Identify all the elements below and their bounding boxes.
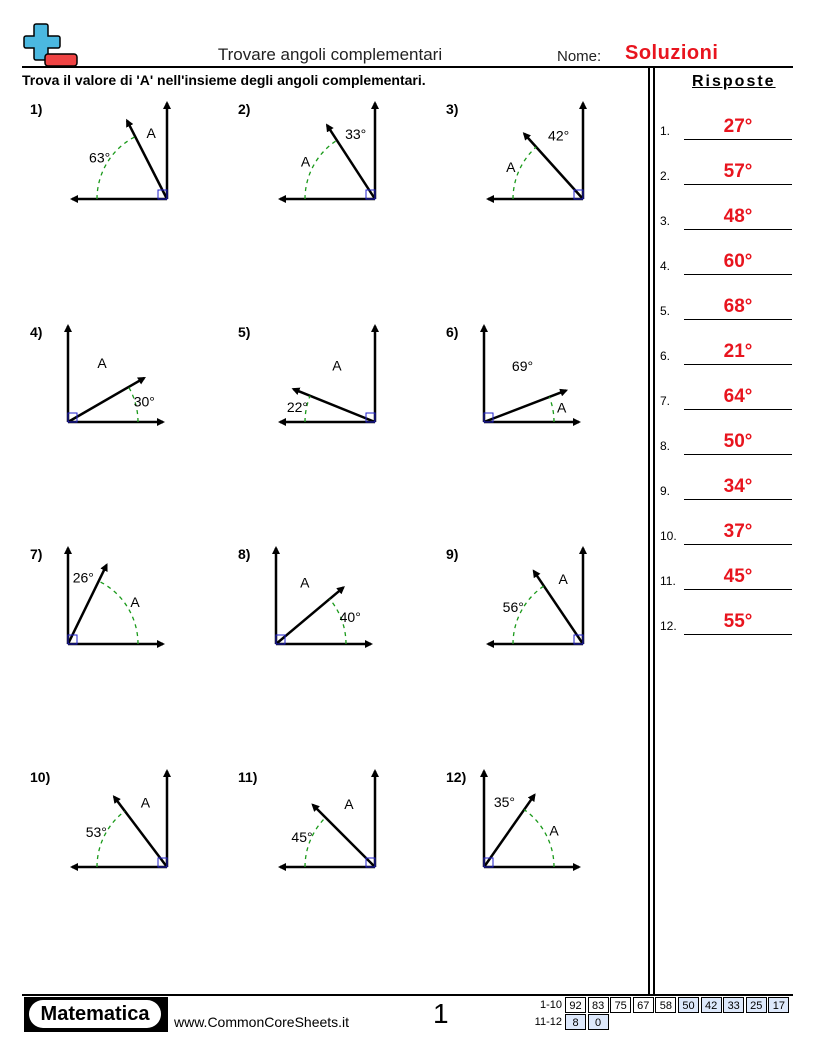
- arc-label: A: [506, 158, 516, 175]
- problem-9: [436, 540, 636, 660]
- answer-line: [684, 364, 792, 365]
- name-value: Soluzioni: [625, 42, 719, 64]
- column-divider: [648, 68, 650, 996]
- top-label: A: [300, 574, 310, 591]
- arc-label: A: [557, 399, 567, 416]
- top-label: 42°: [548, 127, 570, 144]
- score-cell: 8: [565, 1014, 586, 1030]
- problem-10: [20, 763, 220, 883]
- problem-number: 5): [238, 324, 251, 340]
- top-label: 35°: [493, 794, 516, 811]
- angle-diagram: [20, 540, 220, 660]
- arc-label: A: [300, 153, 311, 170]
- angle-arc: [305, 140, 337, 199]
- answer-line: [684, 544, 792, 545]
- answer-number: 7.: [660, 394, 671, 408]
- angle-arc: [513, 147, 536, 199]
- page-number: 1: [433, 998, 449, 1029]
- problem-number: 2): [238, 101, 251, 117]
- problem-number: 6): [446, 324, 459, 340]
- top-label: A: [146, 124, 156, 141]
- problem-8: [228, 540, 428, 660]
- angle-arc: [97, 137, 135, 199]
- answer-value: 48°: [723, 206, 753, 227]
- angle-diagram: [228, 95, 428, 215]
- top-label: A: [558, 570, 568, 587]
- answer-number: 8.: [660, 439, 671, 453]
- score-cell: 17: [768, 997, 789, 1013]
- arc-label: 40°: [339, 608, 361, 625]
- answer-line: [684, 409, 792, 410]
- answer-row: [660, 110, 792, 140]
- problem-number: 9): [446, 546, 459, 562]
- answer-number: 10.: [660, 529, 677, 543]
- answer-row: [660, 245, 792, 275]
- answer-number: 4.: [660, 259, 671, 273]
- answer-line: [684, 499, 792, 500]
- problem-5: [228, 318, 428, 438]
- top-label: A: [332, 357, 342, 374]
- problem-6: [436, 318, 636, 438]
- problem-7: [20, 540, 220, 660]
- answer-value: 68°: [723, 296, 753, 317]
- answer-line: [684, 184, 792, 185]
- ray-arrow: [276, 587, 343, 644]
- answer-number: 11.: [660, 574, 676, 588]
- name-label: Nome:: [557, 48, 602, 65]
- answer-line: [684, 319, 792, 320]
- answer-number: 6.: [660, 349, 671, 363]
- answer-row: [660, 605, 792, 635]
- problem-12: [436, 763, 636, 883]
- problem-11: [228, 763, 428, 883]
- angle-diagram: [436, 318, 636, 438]
- instructions: Trova il valore di 'A' nell'insieme degli angoli complementari.: [22, 72, 426, 88]
- arc-label: 56°: [502, 598, 524, 615]
- answer-value: 45°: [723, 566, 753, 587]
- problem-number: 7): [30, 546, 43, 562]
- angle-diagram: [228, 763, 428, 883]
- score-cell: 92: [565, 997, 586, 1013]
- answer-row: [660, 560, 792, 590]
- problem-4: [20, 318, 220, 438]
- answer-line: [684, 139, 792, 140]
- score-cell: 42: [701, 997, 722, 1013]
- answer-row: [660, 470, 792, 500]
- score-cell: 83: [588, 997, 609, 1013]
- answer-line: [684, 634, 792, 635]
- problem-number: 8): [238, 546, 251, 562]
- score-row-label: 1-10: [539, 999, 562, 1011]
- answer-row: [660, 290, 792, 320]
- problem-1: [20, 95, 220, 215]
- answer-number: 5.: [660, 304, 671, 318]
- answer-row: [660, 155, 792, 185]
- answers-title: Risposte: [692, 73, 776, 90]
- arc-label: 63°: [89, 149, 111, 166]
- problem-number: 11): [238, 769, 258, 785]
- answer-number: 1.: [660, 124, 671, 138]
- problem-number: 10): [30, 769, 51, 785]
- score-cell: 75: [610, 997, 631, 1013]
- angle-diagram: [436, 95, 636, 215]
- arc-label: A: [130, 594, 140, 611]
- answer-value: 27°: [723, 116, 753, 137]
- angle-diagram: [20, 95, 220, 215]
- angle-arc: [513, 586, 544, 644]
- arc-label: A: [549, 822, 559, 839]
- site-url: www.CommonCoreSheets.it: [174, 1014, 350, 1030]
- arc-label: 53°: [85, 823, 107, 840]
- arc-label: 30°: [133, 393, 155, 410]
- score-row-label: 11-12: [534, 1016, 562, 1028]
- score-cell: 25: [746, 997, 767, 1013]
- footer-divider: [22, 994, 793, 996]
- angle-diagram: [436, 540, 636, 660]
- angle-diagram: [228, 318, 428, 438]
- arc-label: 22°: [286, 398, 309, 415]
- problem-3: [436, 95, 636, 215]
- answer-line: [684, 274, 792, 275]
- score-cell: 33: [723, 997, 744, 1013]
- problem-2: [228, 95, 428, 215]
- answer-value: 60°: [723, 251, 753, 272]
- answer-line: [684, 454, 792, 455]
- angle-diagram: [228, 540, 428, 660]
- answer-number: 9.: [660, 484, 671, 498]
- score-cell: 58: [655, 997, 676, 1013]
- answer-value: 50°: [723, 431, 753, 452]
- answer-line: [684, 589, 792, 590]
- answer-row: [660, 515, 792, 545]
- top-label: 26°: [72, 569, 94, 586]
- answer-line: [684, 229, 792, 230]
- answer-number: 2.: [660, 169, 671, 183]
- top-label: A: [344, 796, 354, 813]
- answer-row: [660, 200, 792, 230]
- brand-logo: Matematica: [29, 1000, 161, 1028]
- score-cell: 67: [633, 997, 654, 1013]
- problem-number: 1): [30, 101, 43, 117]
- angle-arc: [549, 397, 554, 422]
- answer-row: [660, 425, 792, 455]
- answer-value: 37°: [723, 521, 753, 542]
- header-divider: [22, 66, 793, 68]
- answer-value: 34°: [723, 476, 753, 497]
- answer-value: 57°: [723, 161, 753, 182]
- angle-diagram: [20, 318, 220, 438]
- top-label: A: [97, 355, 107, 372]
- score-cell: 0: [588, 1014, 609, 1030]
- arc-label: 45°: [291, 828, 313, 845]
- answer-value: 21°: [723, 341, 753, 362]
- problem-number: 3): [446, 101, 459, 117]
- problem-number: 12): [446, 769, 467, 785]
- answer-value: 64°: [723, 386, 753, 407]
- problem-number: 4): [30, 324, 43, 340]
- column-divider: [653, 68, 655, 996]
- answer-row: [660, 335, 792, 365]
- answer-number: 12.: [660, 619, 677, 633]
- top-label: 33°: [345, 125, 367, 142]
- ray-arrow: [484, 390, 566, 422]
- worksheet-title: Trovare angoli complementari: [217, 45, 443, 64]
- answer-number: 3.: [660, 214, 671, 228]
- top-label: 69°: [511, 357, 534, 374]
- score-cell: 50: [678, 997, 699, 1013]
- top-label: A: [140, 794, 151, 811]
- angle-arc: [99, 581, 138, 644]
- answer-row: [660, 380, 792, 410]
- answer-value: 55°: [723, 611, 753, 632]
